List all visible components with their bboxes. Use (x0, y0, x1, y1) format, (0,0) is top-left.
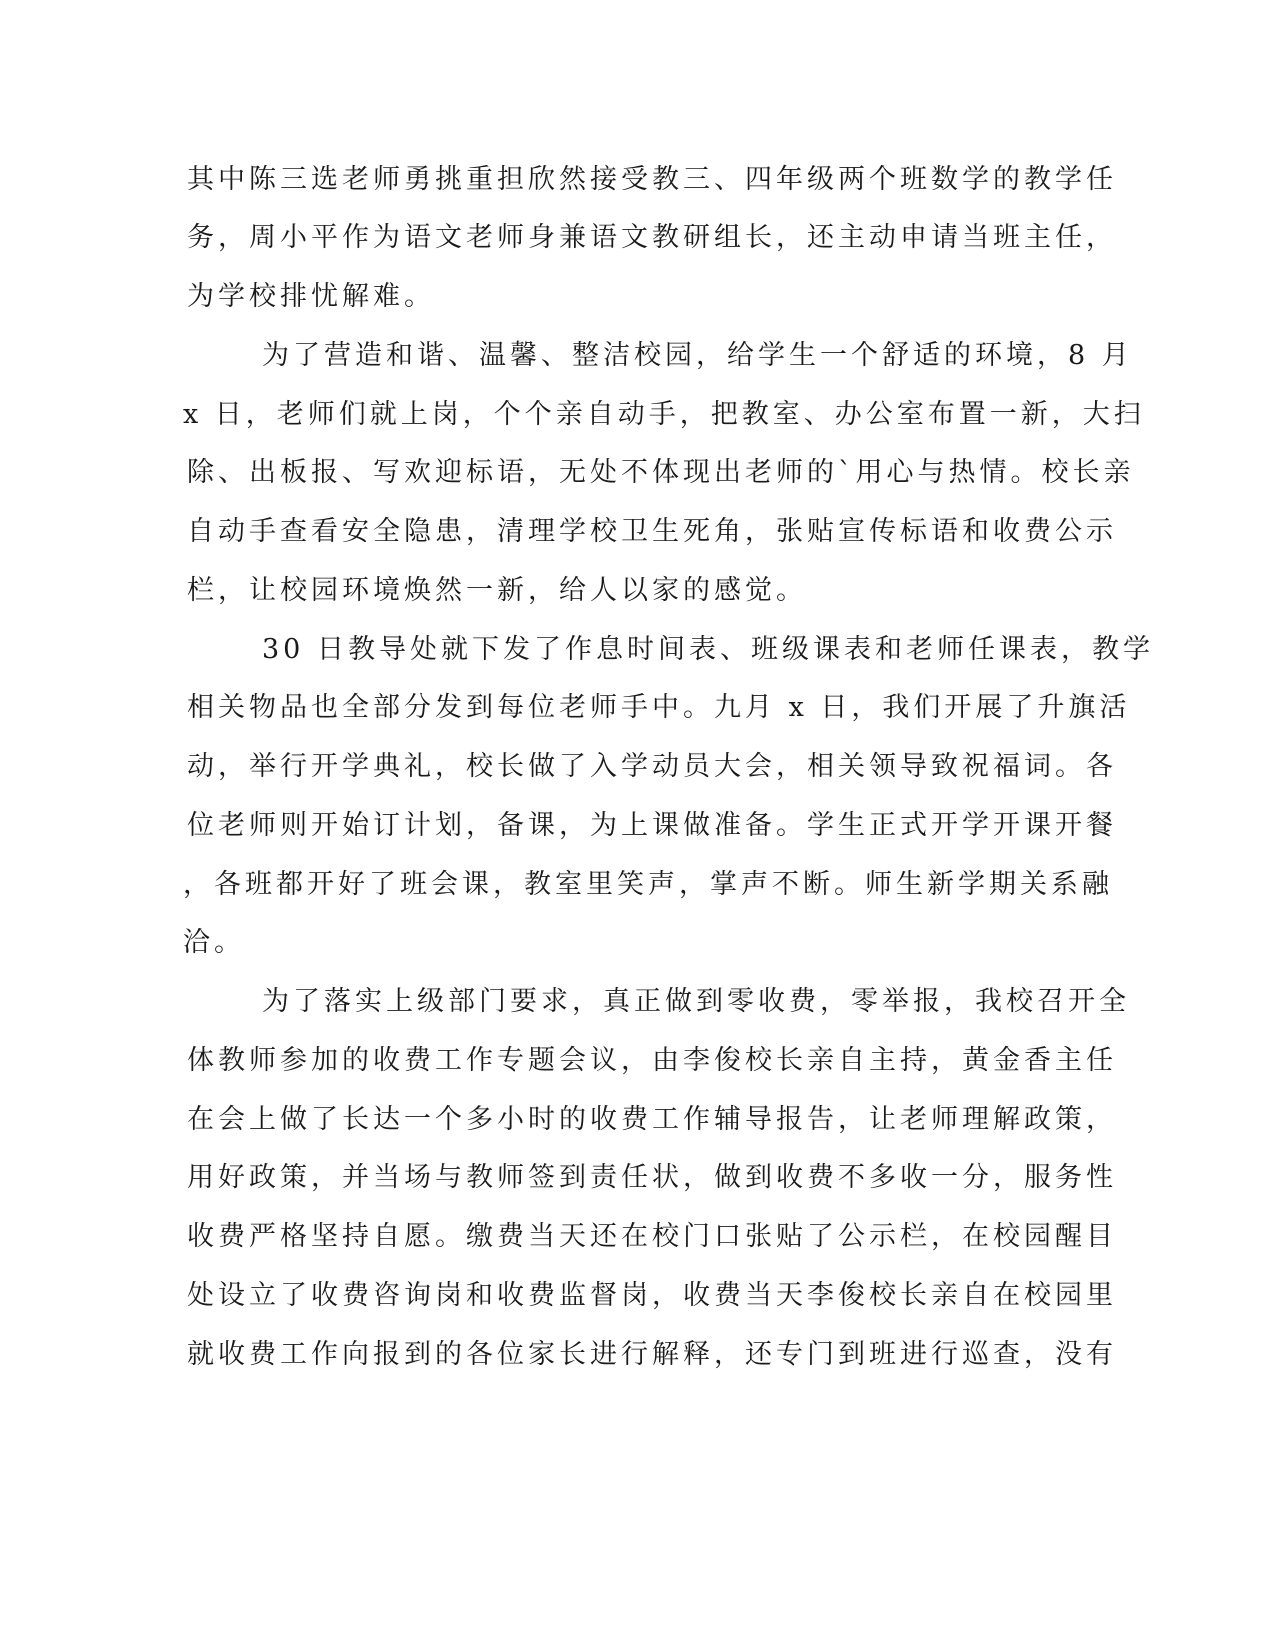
text-line: 除、出板报、写欢迎标语，无处不体现出老师的`用心与热情。校长亲 (187, 457, 1135, 488)
text-line: 其中陈三选老师勇挑重担欣然接受教三、四年级两个班数学的教学任 (187, 164, 1117, 195)
text-line: 用好政策，并当场与教师签到责任状，做到收费不多收一分，服务性 (187, 1162, 1117, 1193)
paragraph-first-line: 30 日教导处就下发了作息时间表、班级课表和老师任课表，教学 (262, 634, 1154, 665)
paragraph-first-line: 为了落实上级部门要求，真正做到零收费，零举报，我校召开全 (262, 986, 1130, 1017)
text-line: 洽。 (183, 927, 245, 958)
text-line: ，各班都开好了班会课，教室里笑声，掌声不断。师生新学期关系融 (183, 869, 1113, 900)
text-line: 为学校排忧解难。 (187, 281, 435, 312)
text-line: 就收费工作向报到的各位家长进行解释，还专门到班进行巡查，没有 (187, 1339, 1117, 1370)
text-line: 在会上做了长达一个多小时的收费工作辅导报告，让老师理解政策， (187, 1104, 1117, 1135)
text-line: 处设立了收费咨询岗和收费监督岗，收费当天李俊校长亲自在校园里 (187, 1280, 1117, 1311)
text-line: 栏，让校园环境焕然一新，给人以家的感觉。 (187, 575, 807, 606)
text-line: 自动手查看安全隐患，清理学校卫生死角，张贴宣传标语和收费公示 (187, 516, 1117, 547)
text-line: 务，周小平作为语文老师身兼语文教研组长，还主动申请当班主任， (187, 222, 1117, 253)
text-line: 动，举行开学典礼，校长做了入学动员大会，相关领导致祝福词。各 (187, 751, 1117, 782)
text-line: x 日，老师们就上岗，个个亲自动手，把教室、办公室布置一新，大扫 (183, 399, 1145, 430)
text-line: 收费严格坚持自愿。缴费当天还在校门口张贴了公示栏，在校园醒目 (187, 1221, 1117, 1252)
paragraph-first-line: 为了营造和谐、温馨、整洁校园，给学生一个舒适的环境，8 月 (262, 340, 1133, 371)
text-line: 相关物品也全部分发到每位老师手中。九月 x 日，我们开展了升旗活 (187, 692, 1131, 723)
text-line: 位老师则开始订计划，备课，为上课做准备。学生正式开学开课开餐 (187, 810, 1117, 841)
text-line: 体教师参加的收费工作专题会议，由李俊校长亲自主持，黄金香主任 (187, 1045, 1117, 1076)
